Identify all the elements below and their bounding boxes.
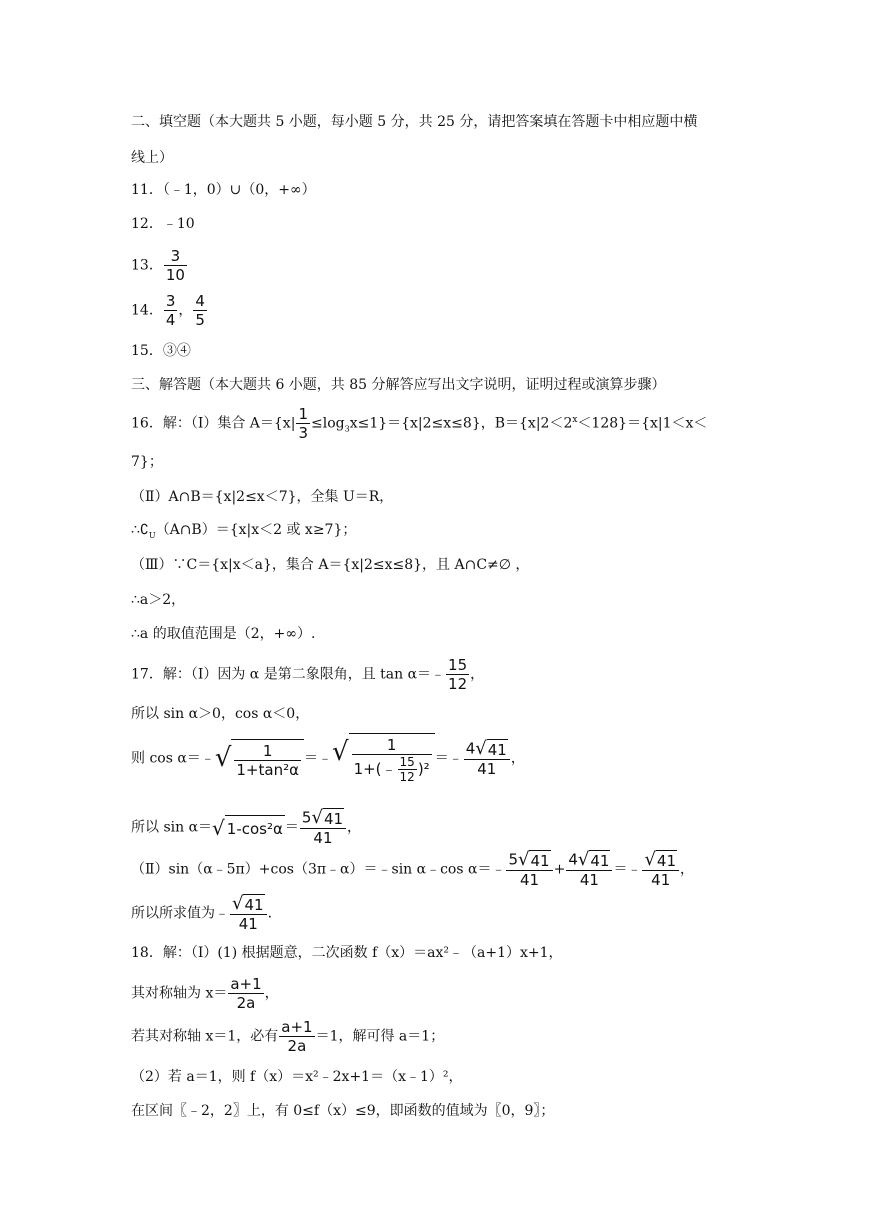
text: + xyxy=(553,861,566,878)
text: . xyxy=(267,905,273,922)
denominator: 5 xyxy=(195,311,205,329)
text: ， xyxy=(347,819,362,836)
q17-line5 xyxy=(131,850,694,889)
text: ＝﹣ xyxy=(434,750,463,767)
answer-14 xyxy=(131,292,208,329)
denominator: 10 xyxy=(165,266,185,284)
numerator: 15 xyxy=(448,656,468,674)
q16-line5: （Ⅲ）∵C＝{x|x＜a}，集合 A＝{x|2≤x≤8}，且 A∩C≠∅ ， xyxy=(131,557,530,573)
text: 所以所求值为﹣ xyxy=(131,905,229,922)
denominator: 1+tan²α xyxy=(236,760,299,779)
numerator: a+1 xyxy=(281,1018,313,1036)
numerator: 1 xyxy=(352,736,432,755)
q17-line1 xyxy=(131,656,484,693)
square-root: √ 41 xyxy=(577,849,610,870)
text: （Ⅱ）sin（α﹣5π）+cos（3π﹣α）＝﹣sin α﹣cos α＝﹣ xyxy=(131,861,506,878)
superscript: x xyxy=(572,414,578,425)
numerator: 3 xyxy=(164,247,187,266)
numerator xyxy=(506,850,552,871)
numerator: 15 xyxy=(399,755,415,769)
numerator xyxy=(642,850,679,871)
denominator: 3 xyxy=(298,424,308,442)
q16-line1 xyxy=(131,405,707,442)
text: )² xyxy=(417,760,430,778)
q17-line4 xyxy=(131,808,361,847)
text: ＝ xyxy=(284,819,299,836)
fraction xyxy=(300,808,346,847)
fraction xyxy=(352,736,432,784)
denominator: 41 xyxy=(477,760,497,778)
numerator: 1 xyxy=(298,405,308,423)
text: 所以 sin α＝ xyxy=(131,819,213,836)
section2-heading-cont: 线上） xyxy=(131,150,173,166)
text: ≤log xyxy=(310,415,345,432)
answer-12: 12．﹣10 xyxy=(131,216,195,232)
fraction xyxy=(642,850,679,889)
denominator: 12 xyxy=(448,675,468,693)
text: （A∩B）＝{x|x＜2 或 x≥7}； xyxy=(155,522,357,538)
q18-line5: 在区间〖﹣2，2〗上，有 0≤f（x）≤9，即函数的值域为〖0，9〗； xyxy=(131,1103,555,1119)
text: 若其对称轴 x＝1，必有 xyxy=(131,1028,279,1045)
fraction xyxy=(228,975,263,1012)
q17-line6 xyxy=(131,894,272,933)
fraction xyxy=(566,850,612,889)
radicand: 41 xyxy=(244,895,264,914)
square-root: √ $\frac{1}{\text{1+tan²α}}$ xyxy=(215,739,304,779)
radicand: 41 xyxy=(656,851,677,870)
fraction xyxy=(296,405,310,442)
denominator: 41 xyxy=(238,915,258,933)
numerator: a+1 xyxy=(230,975,262,993)
numerator xyxy=(566,850,612,871)
section2-heading: 二、填空题（本大题共 5 小题，每小题 5 分，共 25 分，请把答案填在答题卡中相应题中横 xyxy=(131,114,698,130)
text: ＝1，解可得 a＝1； xyxy=(315,1028,445,1045)
text: ， xyxy=(510,750,525,767)
subscript: 3 xyxy=(344,424,350,434)
text: x≤1}＝{x|2≤x≤8}，B＝{x|2＜2 xyxy=(349,415,573,432)
answer-13 xyxy=(131,247,188,284)
answer-15: 15．③④ xyxy=(131,343,191,359)
coefficient: 4 xyxy=(465,739,476,758)
text: ＝﹣ xyxy=(613,861,642,878)
denominator: 2a xyxy=(287,1037,307,1055)
denominator: 41 xyxy=(651,871,671,889)
coefficient: 5 xyxy=(301,808,312,827)
text: ＜128}＝{x|1＜x＜ xyxy=(577,415,708,432)
denominator: 41 xyxy=(579,871,599,889)
square-root: √ 41 xyxy=(644,849,677,870)
q16-line3: （Ⅱ）A∩B＝{x|2≤x＜7}，全集 U＝R， xyxy=(131,489,394,505)
numerator xyxy=(230,894,267,915)
radicand: 1-cos²α xyxy=(225,815,285,841)
answer-14-prefix: 14． xyxy=(131,302,163,319)
text: 1+(﹣ xyxy=(353,760,397,778)
q18-line1: 18．解：（Ⅰ）(1) 根据题意，二次函数 f（x）＝ax²﹣（a+1）x+1， xyxy=(131,945,563,961)
square-root: √ 1-cos²α xyxy=(212,815,283,840)
numerator: 3 xyxy=(165,292,176,310)
fraction xyxy=(164,292,178,329)
square-root: √ 41 xyxy=(475,738,507,759)
square-root: √ 41 xyxy=(311,807,344,828)
text: ， xyxy=(470,666,485,683)
text: 17．解：（Ⅰ）因为 α 是第二象限角，且 tan α＝﹣ xyxy=(131,666,446,683)
radicand: 41 xyxy=(590,851,610,870)
text: ∴∁ xyxy=(131,522,149,538)
denominator: 12 xyxy=(399,770,415,784)
text: ， xyxy=(264,985,279,1002)
answer-13-prefix: 13． xyxy=(131,257,163,274)
fraction xyxy=(446,656,469,693)
q18-line2 xyxy=(131,975,279,1012)
q18-line4: （2）若 a＝1，则 f（x）＝x²﹣2x+1＝（x﹣1）²， xyxy=(131,1069,463,1085)
square-root: √ 41 xyxy=(518,849,550,870)
square-root: √ 1 1+(﹣ $\frac{15}{12}$ )² xyxy=(332,733,435,784)
q16-line7: ∴a 的取值范围是（2，+∞）. xyxy=(131,626,316,642)
denominator: 4 xyxy=(165,311,176,329)
numerator: 1 xyxy=(234,742,301,761)
fraction xyxy=(398,755,417,784)
fraction xyxy=(234,742,301,779)
text: ， xyxy=(680,861,695,878)
subscript: U xyxy=(148,530,156,540)
denominator: 41 xyxy=(313,829,333,847)
text: 其对称轴为 x＝ xyxy=(131,985,228,1002)
radicand: 41 xyxy=(487,740,507,759)
denominator: 2a xyxy=(236,994,256,1012)
fraction xyxy=(230,894,267,933)
q17-line3 xyxy=(131,733,525,784)
text: 则 cos α＝﹣ xyxy=(131,750,215,767)
section3-heading: 三、解答题（本大题共 6 小题，共 85 分解答应写出文字说明，证明过程或演算步骤） xyxy=(131,377,666,393)
coefficient: 5 xyxy=(508,850,518,869)
square-root: √ 41 xyxy=(232,893,264,914)
numerator xyxy=(464,739,510,760)
answer-11: 11．（﹣1，0）∪（0，+∞） xyxy=(131,182,316,198)
fraction xyxy=(164,247,187,284)
denominator xyxy=(352,755,432,784)
radicand: 41 xyxy=(323,809,344,828)
denominator: 41 xyxy=(519,871,540,889)
fraction xyxy=(506,850,552,889)
separator: ， xyxy=(178,302,193,319)
fraction xyxy=(193,292,207,329)
q16-line6: ∴a＞2， xyxy=(131,592,186,608)
q17-line2: 所以 sin α＞0，cos α＜0， xyxy=(131,706,310,722)
fraction xyxy=(464,739,510,778)
coefficient: 4 xyxy=(568,850,578,869)
numerator xyxy=(300,808,346,829)
fraction xyxy=(279,1018,314,1055)
text: ＝﹣ xyxy=(303,750,332,767)
q16-line2: 7}； xyxy=(131,454,163,470)
text: 16．解：（Ⅰ）集合 A＝{x| xyxy=(131,415,296,432)
q18-line3 xyxy=(131,1018,444,1055)
radicand: 41 xyxy=(530,851,550,870)
q16-line4 xyxy=(131,520,356,546)
numerator: 4 xyxy=(195,292,205,310)
